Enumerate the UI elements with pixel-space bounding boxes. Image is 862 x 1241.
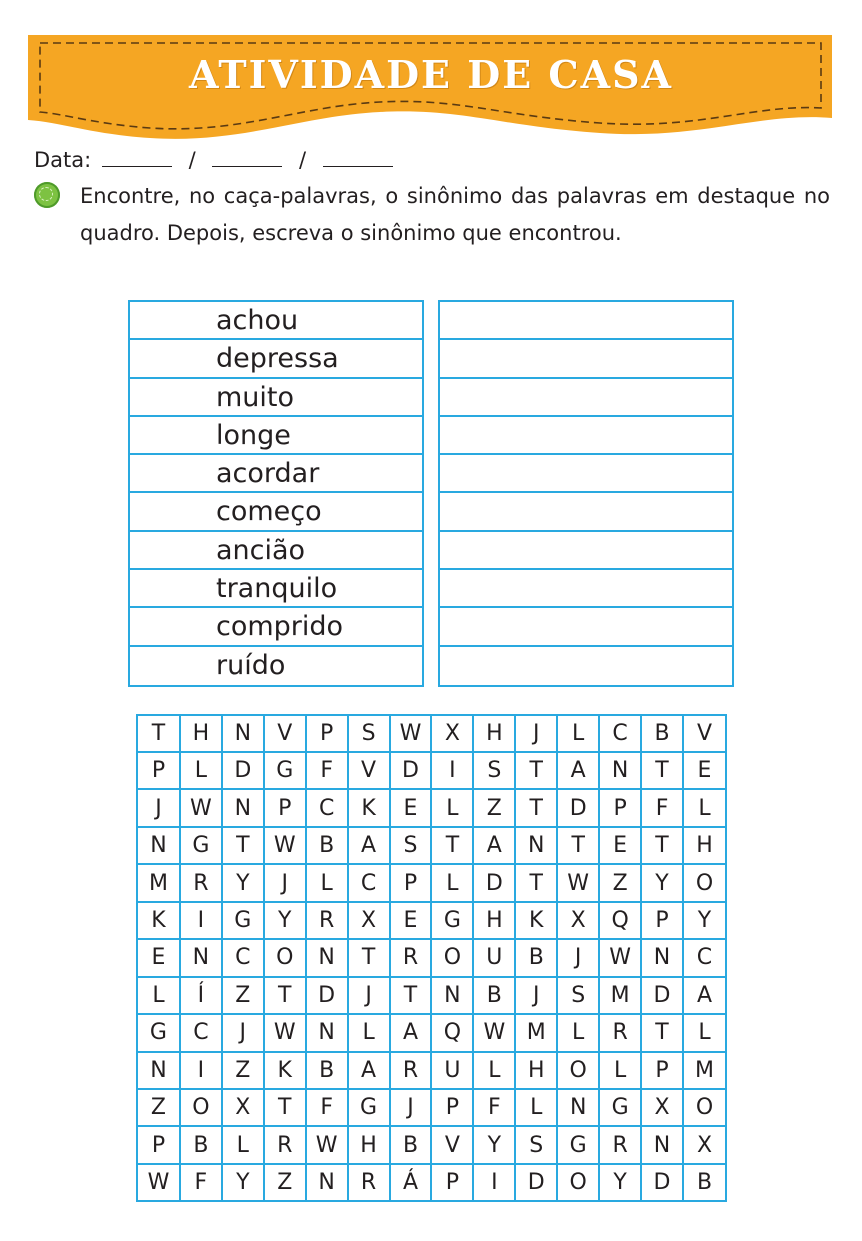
grid-letter[interactable]: T [138,716,180,752]
grid-letter[interactable]: R [264,1126,306,1163]
grid-letter[interactable]: O [557,1164,599,1200]
date-line [34,148,397,172]
grid-letter[interactable]: D [306,977,348,1014]
grid-letter[interactable]: R [390,1052,432,1089]
grid-letter[interactable]: N [641,1126,683,1163]
grid-letter[interactable]: I [180,902,222,939]
grid-letter[interactable]: J [515,716,557,752]
grid-letter[interactable]: R [180,864,222,901]
date-separator: / [299,148,307,172]
grid-letter[interactable]: E [138,939,180,976]
grid-letter[interactable]: S [557,977,599,1014]
grid-letter[interactable]: O [180,1089,222,1126]
grid-letter[interactable]: I [473,1164,515,1200]
grid-letter[interactable]: N [180,939,222,976]
grid-letter[interactable]: F [473,1089,515,1126]
grid-letter[interactable]: T [641,1014,683,1051]
grid-letter[interactable]: P [264,789,306,826]
grid-letter[interactable]: I [180,1052,222,1089]
grid-letter[interactable]: W [138,1164,180,1200]
answer-cell[interactable] [440,493,732,531]
grid-letter[interactable]: N [306,1164,348,1200]
grid-letter[interactable]: L [306,864,348,901]
grid-letter[interactable]: L [431,789,473,826]
grid-letter[interactable]: P [306,716,348,752]
word-row: longe [130,417,422,455]
grid-letter[interactable]: I [431,752,473,789]
answer-cell[interactable] [440,647,732,685]
grid-letter[interactable]: Y [641,864,683,901]
grid-letter[interactable]: V [431,1126,473,1163]
green-circle-icon [34,182,60,208]
grid-letter[interactable]: M [515,1014,557,1051]
grid-letter[interactable]: L [180,752,222,789]
grid-letter[interactable]: W [390,716,432,752]
grid-letter[interactable]: P [641,902,683,939]
grid-letter[interactable]: Y [683,902,725,939]
grid-letter[interactable]: B [390,1126,432,1163]
grid-letter[interactable]: X [557,902,599,939]
grid-letter[interactable]: D [390,752,432,789]
grid-letter[interactable]: L [683,789,725,826]
grid-letter[interactable]: W [264,1014,306,1051]
grid-letter[interactable]: T [515,752,557,789]
grid-letter[interactable]: X [431,716,473,752]
grid-letter[interactable]: Y [599,1164,641,1200]
grid-letter[interactable]: Z [222,1052,264,1089]
grid-letter[interactable]: Z [222,977,264,1014]
grid-letter[interactable]: S [515,1126,557,1163]
grid-letter[interactable]: O [683,864,725,901]
grid-letter[interactable]: E [390,789,432,826]
page-title: ATIVIDADE DE CASA [188,52,674,97]
grid-row [138,827,725,864]
grid-letter[interactable]: Y [264,902,306,939]
date-year-blank[interactable] [323,149,393,167]
grid-letter[interactable]: X [348,902,390,939]
grid-letter[interactable]: B [641,716,683,752]
grid-letter[interactable]: P [599,789,641,826]
grid-row [138,939,725,976]
grid-letter[interactable]: Z [599,864,641,901]
grid-letter[interactable]: M [138,864,180,901]
answers-table [438,300,734,687]
grid-letter[interactable]: B [473,977,515,1014]
instruction-text: Encontre, no caça-palavras, o sinônimo das palavras em destaque no quadro. Depois, escreva o sinônimo que encontrou. [80,184,830,245]
grid-letter[interactable]: P [431,1164,473,1200]
grid-letter[interactable]: X [641,1089,683,1126]
grid-letter[interactable]: G [348,1089,390,1126]
answer-cell[interactable] [440,302,732,340]
grid-letter[interactable]: A [348,1052,390,1089]
grid-letter[interactable]: T [515,789,557,826]
grid-letter[interactable]: G [431,902,473,939]
grid-letter[interactable]: T [557,827,599,864]
grid-letter[interactable]: N [138,1052,180,1089]
grid-letter[interactable]: K [264,1052,306,1089]
grid-letter[interactable]: V [264,716,306,752]
grid-letter[interactable]: T [348,939,390,976]
grid-letter[interactable]: D [557,789,599,826]
grid-letter[interactable]: J [557,939,599,976]
grid-letter[interactable]: J [222,1014,264,1051]
grid-letter[interactable]: R [390,939,432,976]
grid-letter[interactable]: N [306,939,348,976]
grid-letter[interactable]: K [138,902,180,939]
grid-letter[interactable]: W [557,864,599,901]
grid-letter[interactable]: R [599,1014,641,1051]
grid-row [138,716,725,752]
grid-letter[interactable]: W [599,939,641,976]
grid-letter[interactable]: G [138,1014,180,1051]
grid-letter[interactable]: A [348,827,390,864]
grid-row [138,789,725,826]
grid-letter[interactable]: L [557,716,599,752]
grid-letter[interactable]: N [138,827,180,864]
grid-letter[interactable]: P [138,752,180,789]
answer-cell[interactable] [440,608,732,646]
grid-letter[interactable]: E [683,752,725,789]
grid-letter[interactable]: P [641,1052,683,1089]
grid-letter[interactable]: D [515,1164,557,1200]
answer-cell[interactable] [440,532,732,570]
grid-letter[interactable]: R [348,1164,390,1200]
grid-letter[interactable]: W [306,1126,348,1163]
grid-letter[interactable]: Y [222,1164,264,1200]
grid-letter[interactable]: N [641,939,683,976]
grid-letter[interactable]: D [222,752,264,789]
grid-letter[interactable]: C [306,789,348,826]
grid-letter[interactable]: M [599,977,641,1014]
grid-letter[interactable]: F [641,789,683,826]
grid-letter[interactable]: C [599,716,641,752]
answer-cell[interactable] [440,379,732,417]
grid-letter[interactable]: R [306,902,348,939]
date-month-blank[interactable] [212,149,282,167]
grid-letter[interactable]: M [683,1052,725,1089]
word-row: depressa [130,340,422,378]
grid-letter[interactable]: T [641,827,683,864]
grid-letter[interactable]: X [222,1089,264,1126]
grid-letter[interactable]: O [557,1052,599,1089]
answer-cell[interactable] [440,570,732,608]
grid-letter[interactable]: A [473,827,515,864]
grid-letter[interactable]: V [348,752,390,789]
word-search-grid [136,714,727,1202]
grid-letter[interactable]: T [390,977,432,1014]
grid-letter[interactable]: O [264,939,306,976]
grid-letter[interactable]: J [515,977,557,1014]
grid-row [138,1014,725,1051]
grid-letter[interactable]: D [473,864,515,901]
grid-letter[interactable]: D [641,1164,683,1200]
grid-letter[interactable]: L [599,1052,641,1089]
grid-letter[interactable]: J [390,1089,432,1126]
grid-letter[interactable]: E [390,902,432,939]
date-day-blank[interactable] [102,149,172,167]
grid-letter[interactable]: K [348,789,390,826]
grid-letter[interactable]: F [306,752,348,789]
word-row: acordar [130,455,422,493]
grid-letter[interactable]: G [222,902,264,939]
grid-letter[interactable]: W [264,827,306,864]
grid-letter[interactable]: F [180,1164,222,1200]
answer-cell[interactable] [440,455,732,493]
grid-letter[interactable]: S [390,827,432,864]
grid-letter[interactable]: B [683,1164,725,1200]
grid-letter[interactable]: G [264,752,306,789]
grid-letter[interactable]: R [599,1126,641,1163]
grid-letter[interactable]: J [348,977,390,1014]
grid-letter[interactable]: T [264,1089,306,1126]
grid-letter[interactable]: N [222,789,264,826]
grid-row [138,1164,725,1200]
grid-letter[interactable]: X [683,1126,725,1163]
grid-letter[interactable]: J [264,864,306,901]
grid-letter[interactable]: Z [264,1164,306,1200]
grid-letter[interactable]: B [306,1052,348,1089]
grid-letter[interactable]: V [683,716,725,752]
grid-letter[interactable]: C [683,939,725,976]
grid-letter[interactable]: G [557,1126,599,1163]
grid-row [138,752,725,789]
grid-letter[interactable]: Y [473,1126,515,1163]
grid-letter[interactable]: H [180,716,222,752]
grid-letter[interactable]: T [641,752,683,789]
grid-letter[interactable]: L [515,1089,557,1126]
grid-letter[interactable]: W [180,789,222,826]
grid-row [138,1126,725,1163]
grid-row [138,977,725,1014]
grid-letter[interactable]: U [431,1052,473,1089]
word-row: muito [130,379,422,417]
grid-letter[interactable]: B [306,827,348,864]
word-row: ruído [216,649,286,681]
grid-letter[interactable]: K [515,902,557,939]
grid-letter[interactable]: N [222,716,264,752]
grid-letter[interactable]: J [138,789,180,826]
grid-letter[interactable]: G [180,827,222,864]
grid-letter[interactable]: Y [222,864,264,901]
grid-letter[interactable]: C [222,939,264,976]
grid-letter[interactable]: F [306,1089,348,1126]
answer-cell[interactable] [440,417,732,455]
grid-letter[interactable]: C [348,864,390,901]
grid-letter[interactable]: U [473,939,515,976]
grid-letter[interactable]: L [431,864,473,901]
grid-letter[interactable]: C [180,1014,222,1051]
word-row: começo [130,493,422,531]
grid-letter[interactable]: O [431,939,473,976]
grid-letter[interactable]: L [222,1126,264,1163]
grid-letter[interactable]: N [515,827,557,864]
grid-letter[interactable]: H [515,1052,557,1089]
grid-letter[interactable]: Z [138,1089,180,1126]
grid-letter[interactable]: A [683,977,725,1014]
grid-letter[interactable]: L [473,1052,515,1089]
grid-letter[interactable]: T [431,827,473,864]
grid-letter[interactable]: S [348,716,390,752]
grid-letter[interactable]: S [473,752,515,789]
grid-letter[interactable]: O [683,1089,725,1126]
grid-letter[interactable]: Z [473,789,515,826]
grid-letter[interactable]: G [599,1089,641,1126]
grid-letter[interactable]: A [557,752,599,789]
grid-letter[interactable]: D [641,977,683,1014]
grid-letter[interactable]: W [473,1014,515,1051]
grid-letter[interactable]: Q [599,902,641,939]
grid-row [138,864,725,901]
grid-letter[interactable]: Q [431,1014,473,1051]
grid-letter[interactable]: H [683,827,725,864]
grid-letter[interactable]: H [348,1126,390,1163]
words-table [128,300,424,687]
grid-row [138,1052,725,1089]
grid-letter[interactable]: A [390,1014,432,1051]
grid-letter[interactable]: N [557,1089,599,1126]
grid-letter[interactable]: P [390,864,432,901]
grid-letter[interactable]: L [557,1014,599,1051]
grid-letter[interactable]: N [599,752,641,789]
grid-letter[interactable]: L [138,977,180,1014]
grid-letter[interactable]: P [138,1126,180,1163]
grid-letter[interactable]: E [599,827,641,864]
grid-letter[interactable]: H [473,716,515,752]
grid-letter[interactable]: T [264,977,306,1014]
word-row: achou [130,302,422,340]
date-separator: / [188,148,196,172]
word-row: tranquilo [130,570,422,608]
grid-letter[interactable]: B [515,939,557,976]
date-label: Data: [34,148,92,172]
grid-letter[interactable]: T [515,864,557,901]
grid-letter[interactable]: L [683,1014,725,1051]
grid-row [138,902,725,939]
word-row: comprido [130,608,422,646]
grid-letter[interactable]: H [473,902,515,939]
grid-letter[interactable]: T [222,827,264,864]
grid-letter[interactable]: B [180,1126,222,1163]
grid-letter[interactable]: N [431,977,473,1014]
word-row: ancião [130,532,422,570]
answer-cell[interactable] [440,340,732,378]
grid-letter[interactable]: Á [390,1164,432,1200]
grid-letter[interactable]: L [348,1014,390,1051]
grid-letter[interactable]: N [306,1014,348,1051]
grid-letter[interactable]: Í [180,977,222,1014]
header-banner [0,0,862,150]
grid-row [138,1089,725,1126]
grid-letter[interactable]: P [431,1089,473,1126]
